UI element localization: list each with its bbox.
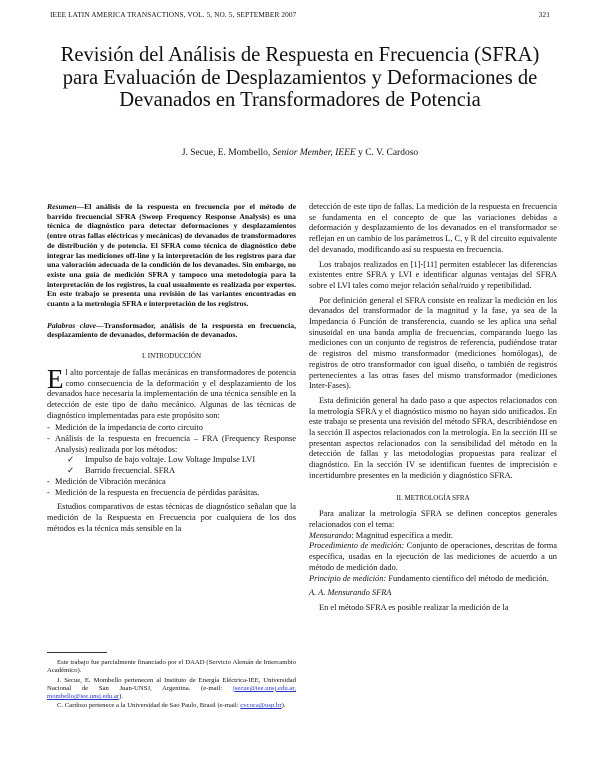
definition-procedimiento: [309, 541, 557, 573]
paper-title: Revisión del Análisis de Respuesta en Frecuencia (SFRA) para Evaluación de Desplazamientos y Deformaciones de Devanados en Transformadores de Potencia: [60, 44, 540, 111]
author-names-2: y C. V. Cardoso: [358, 148, 419, 158]
author-role: Senior Member, IEEE: [272, 148, 356, 158]
list-item: - Medición de la respuesta en frecuencia de pérdidas parásitas.: [47, 488, 296, 499]
comparison-paragraph: Estudios comparativos de estas técnicas de diagnóstico señalan que la medición de la Respuesta en Frecuencia por cualquiera de los dos métodos es la técnica más sensible en la: [47, 502, 296, 533]
paragraph: Los trabajos realizados en [1]-[11] permiten establecer las diferencias existentes entre SFRA y LVI e identificar algunas ventajas del SFRA sobre el LVI tales como mejor relación señal/ruido y repetibilidad.: [309, 259, 557, 290]
footnote-text: C. Cardoso pertenece a la Universidad de Sao Paulo, Brasil (e-mail:: [57, 702, 239, 710]
list-item-check: ✓ Impulso de bajo voltaje. Low Voltage Impulse LVI: [47, 455, 296, 466]
footnote-affiliation-2: [47, 702, 296, 710]
list-item-check: ✓ Barrido frecuencial. SFRA: [47, 466, 296, 477]
running-header: [50, 10, 550, 19]
definition-term: Procedimiento de medición:: [309, 541, 405, 551]
intro-paragraph: [47, 363, 296, 422]
author-line: [52, 148, 548, 158]
list-item: - Medición de la impedancia de corto circuito: [47, 423, 296, 434]
footnote-end: ).: [281, 702, 286, 710]
page-number: 321: [538, 10, 550, 19]
list-item: - Análisis de la respuesta en frecuencia – FRA (Frequency Response Analysis) realizada por los métodos:: [47, 434, 296, 455]
list-item: - Medición de Vibración mecánica: [47, 477, 296, 488]
footnotes: [47, 652, 296, 712]
author-names: J. Secue, E. Mombello,: [181, 148, 271, 158]
keywords-lead: Palabras clave: [47, 320, 97, 330]
section-heading-2-text: II. METROLOGÍA SFRA: [396, 493, 470, 502]
keywords-text: —Transformador, análisis de la respuesta en frecuencia, desplazamiento de devanados, deformación de devanados.: [47, 320, 296, 340]
definition-term: Mensurando: [309, 530, 352, 540]
abstract-text: —El análisis de la respuesta en frecuencia por el método de barrido frecuencial SFRA (Sweep Frequency Response Analysis) es una técnica de diagnóstico para detectar deformaciones y desplazamientos (entre otras fallas eléctricas y mecánicas) de devanados de transformadores de distribución y de potencia. El SFRA como técnica de diagnóstico debe integrar las mediciones off-line y la interpretación de los registros para dar una valoración adecuada de la condición de los devanados. Sin embargo, no existe una guía de medición SFRA y tampoco una metodología para la interpretación de los registros, la cual usualmente es realizada por expertos. En este trabajo se presenta una revisión de las variantes encontradas en cuanto a la metrología SFRA e interpretación de los registros.: [47, 202, 296, 309]
definition-text: Fundamento científico del método de medición.: [386, 573, 549, 583]
footnote-funding: Este trabajo fue parcialmente financiado por el DAAD (Servicio Alemán de Intercambio Académico).: [47, 659, 296, 675]
subsection-heading: A. A. Mensurando SFRA: [309, 588, 392, 598]
footnote-rule: [47, 652, 107, 653]
definition-mensurando: [309, 531, 557, 542]
section-heading-1-text: I. INTRODUCCIÓN: [141, 352, 202, 361]
abstract-lead: Resumen: [47, 202, 77, 211]
paragraph: Para analizar la metrología SFRA se definen conceptos generales relacionados con el tema:: [309, 509, 557, 529]
paragraph: detección de este tipo de fallas. La medición de la respuesta en frecuencia se fundamenta en el concepto de que las variaciones debidas a deformación y desplazamiento de los devanados en el transformador se reflejan en un cambio de los parámetros L, C, y R del circuito equivalente del devanado, modificando así su respuesta en frecuencia.: [309, 202, 557, 254]
definition-text: : Magnitud específica a medir.: [351, 530, 453, 540]
journal-name: IEEE LATIN AMERICA TRANSACTIONS, VOL. 5, NO. 5, SEPTEMBER 2007: [50, 10, 297, 19]
definition-text: Conjunto de operaciones, descritas de forma específica, usadas en la ejecución de las mediciones de acuerdo a un método de medición dado.: [309, 541, 558, 572]
email-link[interactable]: cvcoca@usp.br: [240, 702, 282, 710]
paragraph: Por definición general el SFRA consiste en realizar la medición en los devanados del transformador de la magnitud y la fase, ya sea de la Impedancia ó Función de transferencia, cuando se les aplica una señal sinusoidal en una banda amplia de frecuencias, comparando luego las mediciones con un conjunto de registros de referencia, pudiéndose tratar de registros del mismo transformador (mediciones homólogas), de registros de otro transformador con igual diseño, o también de registros pertenecientes a las otras fases del mismo transformador (mediciones Inter-Fases).: [309, 295, 557, 391]
definition-principio: [309, 574, 557, 585]
section-heading-1: [47, 350, 296, 362]
definition-term: Principio de medición:: [309, 573, 387, 583]
email-link[interactable]: jsecue@iee.unsj.edu.ar, mombello@iee.unsj.edu.ar: [47, 684, 296, 701]
left-column: [47, 202, 296, 534]
keywords: [47, 321, 296, 340]
right-column: [309, 202, 557, 614]
footnote-end: ).: [119, 693, 123, 701]
section-heading-2: [309, 492, 557, 504]
intro-text: l alto porcentaje de fallas mecánicas en transformadores de potencia como consecuencia de la deformación y el desplazamiento de los devanados hace necesaria la implementación de una técnica sensible en la detección de este tipo de daño mecánico. Algunas de las técnicas de diagnóstico implementadas para este propósito son:: [47, 367, 296, 420]
technique-list: [47, 423, 296, 498]
paragraph: Esta definición general ha dado paso a que aspectos relacionados con la metrología SFRA y el diagnóstico mismo no hayan sido unificados. En este trabajo se presenta una revisión del método SFRA, describiéndose en la sección II aspectos relacionados con la metrología. En la sección III se presentan aspectos relacionados con la sensibilidad del método en la detección de fallas y las metodologías propuestas para realizar el diagnóstico. En la sección IV se identifican fuentes de imprecisión e incertidumbre presentes en la medición y diagnóstico SFRA.: [309, 395, 557, 480]
drop-cap: E: [47, 363, 64, 394]
paragraph: En el método SFRA es posible realizar la medición de la: [319, 602, 509, 612]
abstract: [47, 202, 296, 309]
footnote-affiliation-1: [47, 677, 296, 702]
footnote-text: J. Secue, E. Mombello pertenecen al Instituto de Energía Eléctrica-IEE, Universidad Nacional de San Juan-UNSJ, Argentina. (e-mail:: [47, 676, 296, 692]
